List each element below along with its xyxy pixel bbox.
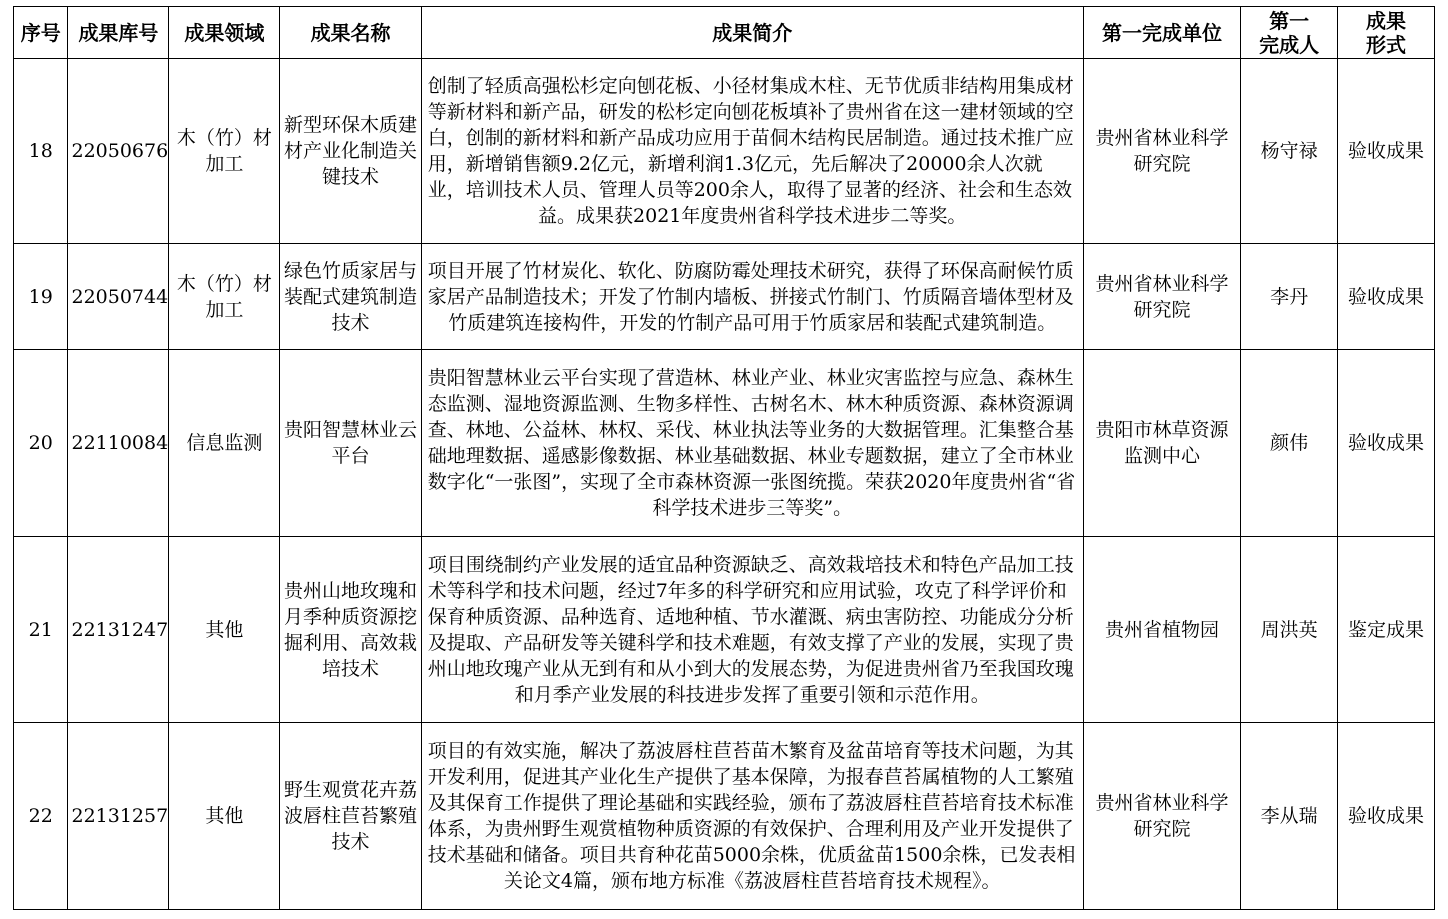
header-person-line1: 第一 [1269, 8, 1310, 33]
cell-field: 信息监测 [169, 350, 280, 537]
header-name: 成果名称 [280, 7, 421, 59]
cell-person: 周洪英 [1241, 537, 1338, 723]
cell-field: 其他 [169, 537, 280, 723]
cell-no: 21 [14, 537, 68, 723]
cell-no: 20 [14, 350, 68, 537]
header-form-line1: 成果 [1366, 8, 1407, 33]
cell-no: 22 [14, 723, 68, 910]
cell-summary: 项目开展了竹材炭化、软化、防腐防霉处理技术研究，获得了环保高耐候竹质家居产品制造技术；开发了竹制内墙板、拼接式竹制门、竹质隔音墙体型材及竹质建筑连接构件，开发的竹制产品可用于竹质家居和装配式建筑制造。 [421, 244, 1083, 350]
table-row [14, 350, 1435, 537]
table-row [14, 723, 1435, 910]
cell-lib-no: 22110084 [68, 350, 169, 537]
cell-lib-no: 22131247 [68, 537, 169, 723]
cell-unit: 贵州省植物园 [1083, 537, 1240, 723]
cell-field: 其他 [169, 723, 280, 910]
cell-name: 贵州山地玫瑰和月季种质资源挖掘利用、高效栽培技术 [280, 537, 421, 723]
cell-summary: 贵阳智慧林业云平台实现了营造林、林业产业、林业灾害监控与应急、森林生态监测、湿地资源监测、生物多样性、古树名木、林木种质资源、森林资源调查、林地、公益林、林权、采伐、林业执法等业务的大数据管理。汇集整合基础地理数据、遥感影像数据、林业基础数据、林业专题数据，建立了全市林业数字化“一张图”，实现了全市森林资源一张图统揽。荣获2020年度贵州省“省科学技术进步三等奖”。 [421, 350, 1083, 537]
cell-summary: 项目的有效实施，解决了荔波唇柱苣苔苗木繁育及盆苗培育等技术问题，为其开发利用，促进其产业化生产提供了基本保障，为报春苣苔属植物的人工繁殖及其保育工作提供了理论基础和实践经验，颁布了荔波唇柱苣苔培育技术标准体系，为贵州野生观赏植物种质资源的有效保护、合理利用及产业开发提供了技术基础和储备。项目共育种花苗5000余株，优质盆苗1500余株，已发表相关论文4篇，颁布地方标准《荔波唇柱苣苔培育技术规程》。 [421, 723, 1083, 910]
cell-name: 野生观赏花卉荔波唇柱苣苔繁殖技术 [280, 723, 421, 910]
cell-field: 木（竹）材加工 [169, 59, 280, 244]
achievement-table [13, 6, 1435, 910]
table-row [14, 537, 1435, 723]
cell-form: 验收成果 [1338, 59, 1435, 244]
cell-summary: 项目围绕制约产业发展的适宜品种资源缺乏、高效栽培技术和特色产品加工技术等科学和技术问题，经过7年多的科学研究和应用试验，攻克了科学评价和保育种质资源、品种选育、适地种植、节水灌溉、病虫害防控、功能成分分析及提取、产品研发等关键科学和技术难题，有效支撑了产业的发展，实现了贵州山地玫瑰产业从无到有和从小到大的发展态势，为促进贵州省乃至我国玫瑰和月季产业发展的科技进步发挥了重要引领和示范作用。 [421, 537, 1083, 723]
cell-unit: 贵州省林业科学研究院 [1083, 723, 1240, 910]
cell-lib-no: 22050676 [68, 59, 169, 244]
cell-name: 新型环保木质建材产业化制造关键技术 [280, 59, 421, 244]
header-field: 成果领域 [169, 7, 280, 59]
cell-form: 验收成果 [1338, 350, 1435, 537]
header-unit: 第一完成单位 [1083, 7, 1240, 59]
cell-form: 验收成果 [1338, 723, 1435, 910]
header-form [1338, 7, 1435, 59]
cell-form: 鉴定成果 [1338, 537, 1435, 723]
cell-unit: 贵阳市林草资源监测中心 [1083, 350, 1240, 537]
table-row [14, 59, 1435, 244]
cell-lib-no: 22050744 [68, 244, 169, 350]
cell-unit: 贵州省林业科学研究院 [1083, 244, 1240, 350]
header-form-line2: 形式 [1366, 32, 1407, 57]
cell-form: 验收成果 [1338, 244, 1435, 350]
header-row [14, 7, 1435, 59]
cell-summary: 创制了轻质高强松杉定向刨花板、小径材集成木柱、无节优质非结构用集成材等新材料和新产品，研发的松杉定向刨花板填补了贵州省在这一建材领域的空白，创制的新材料和新产品成功应用于苗侗木结构民居制造。通过技术推广应用，新增销售额9.2亿元，新增利润1.3亿元，先后解决了20000余人次就业，培训技术人员、管理人员等200余人，取得了显著的经济、社会和生态效益。成果获2021年度贵州省科学技术进步二等奖。 [421, 59, 1083, 244]
header-lib-no: 成果库号 [68, 7, 169, 59]
cell-person: 李从瑞 [1241, 723, 1338, 910]
header-person-line2: 完成人 [1259, 32, 1320, 57]
header-summary: 成果简介 [421, 7, 1083, 59]
cell-no: 19 [14, 244, 68, 350]
cell-no: 18 [14, 59, 68, 244]
cell-person: 颜伟 [1241, 350, 1338, 537]
table-row [14, 244, 1435, 350]
cell-field: 木（竹）材加工 [169, 244, 280, 350]
cell-lib-no: 22131257 [68, 723, 169, 910]
header-no: 序号 [14, 7, 68, 59]
header-person [1241, 7, 1338, 59]
cell-name: 贵阳智慧林业云平台 [280, 350, 421, 537]
cell-name: 绿色竹质家居与装配式建筑制造技术 [280, 244, 421, 350]
cell-unit: 贵州省林业科学研究院 [1083, 59, 1240, 244]
cell-person: 杨守禄 [1241, 59, 1338, 244]
cell-person: 李丹 [1241, 244, 1338, 350]
